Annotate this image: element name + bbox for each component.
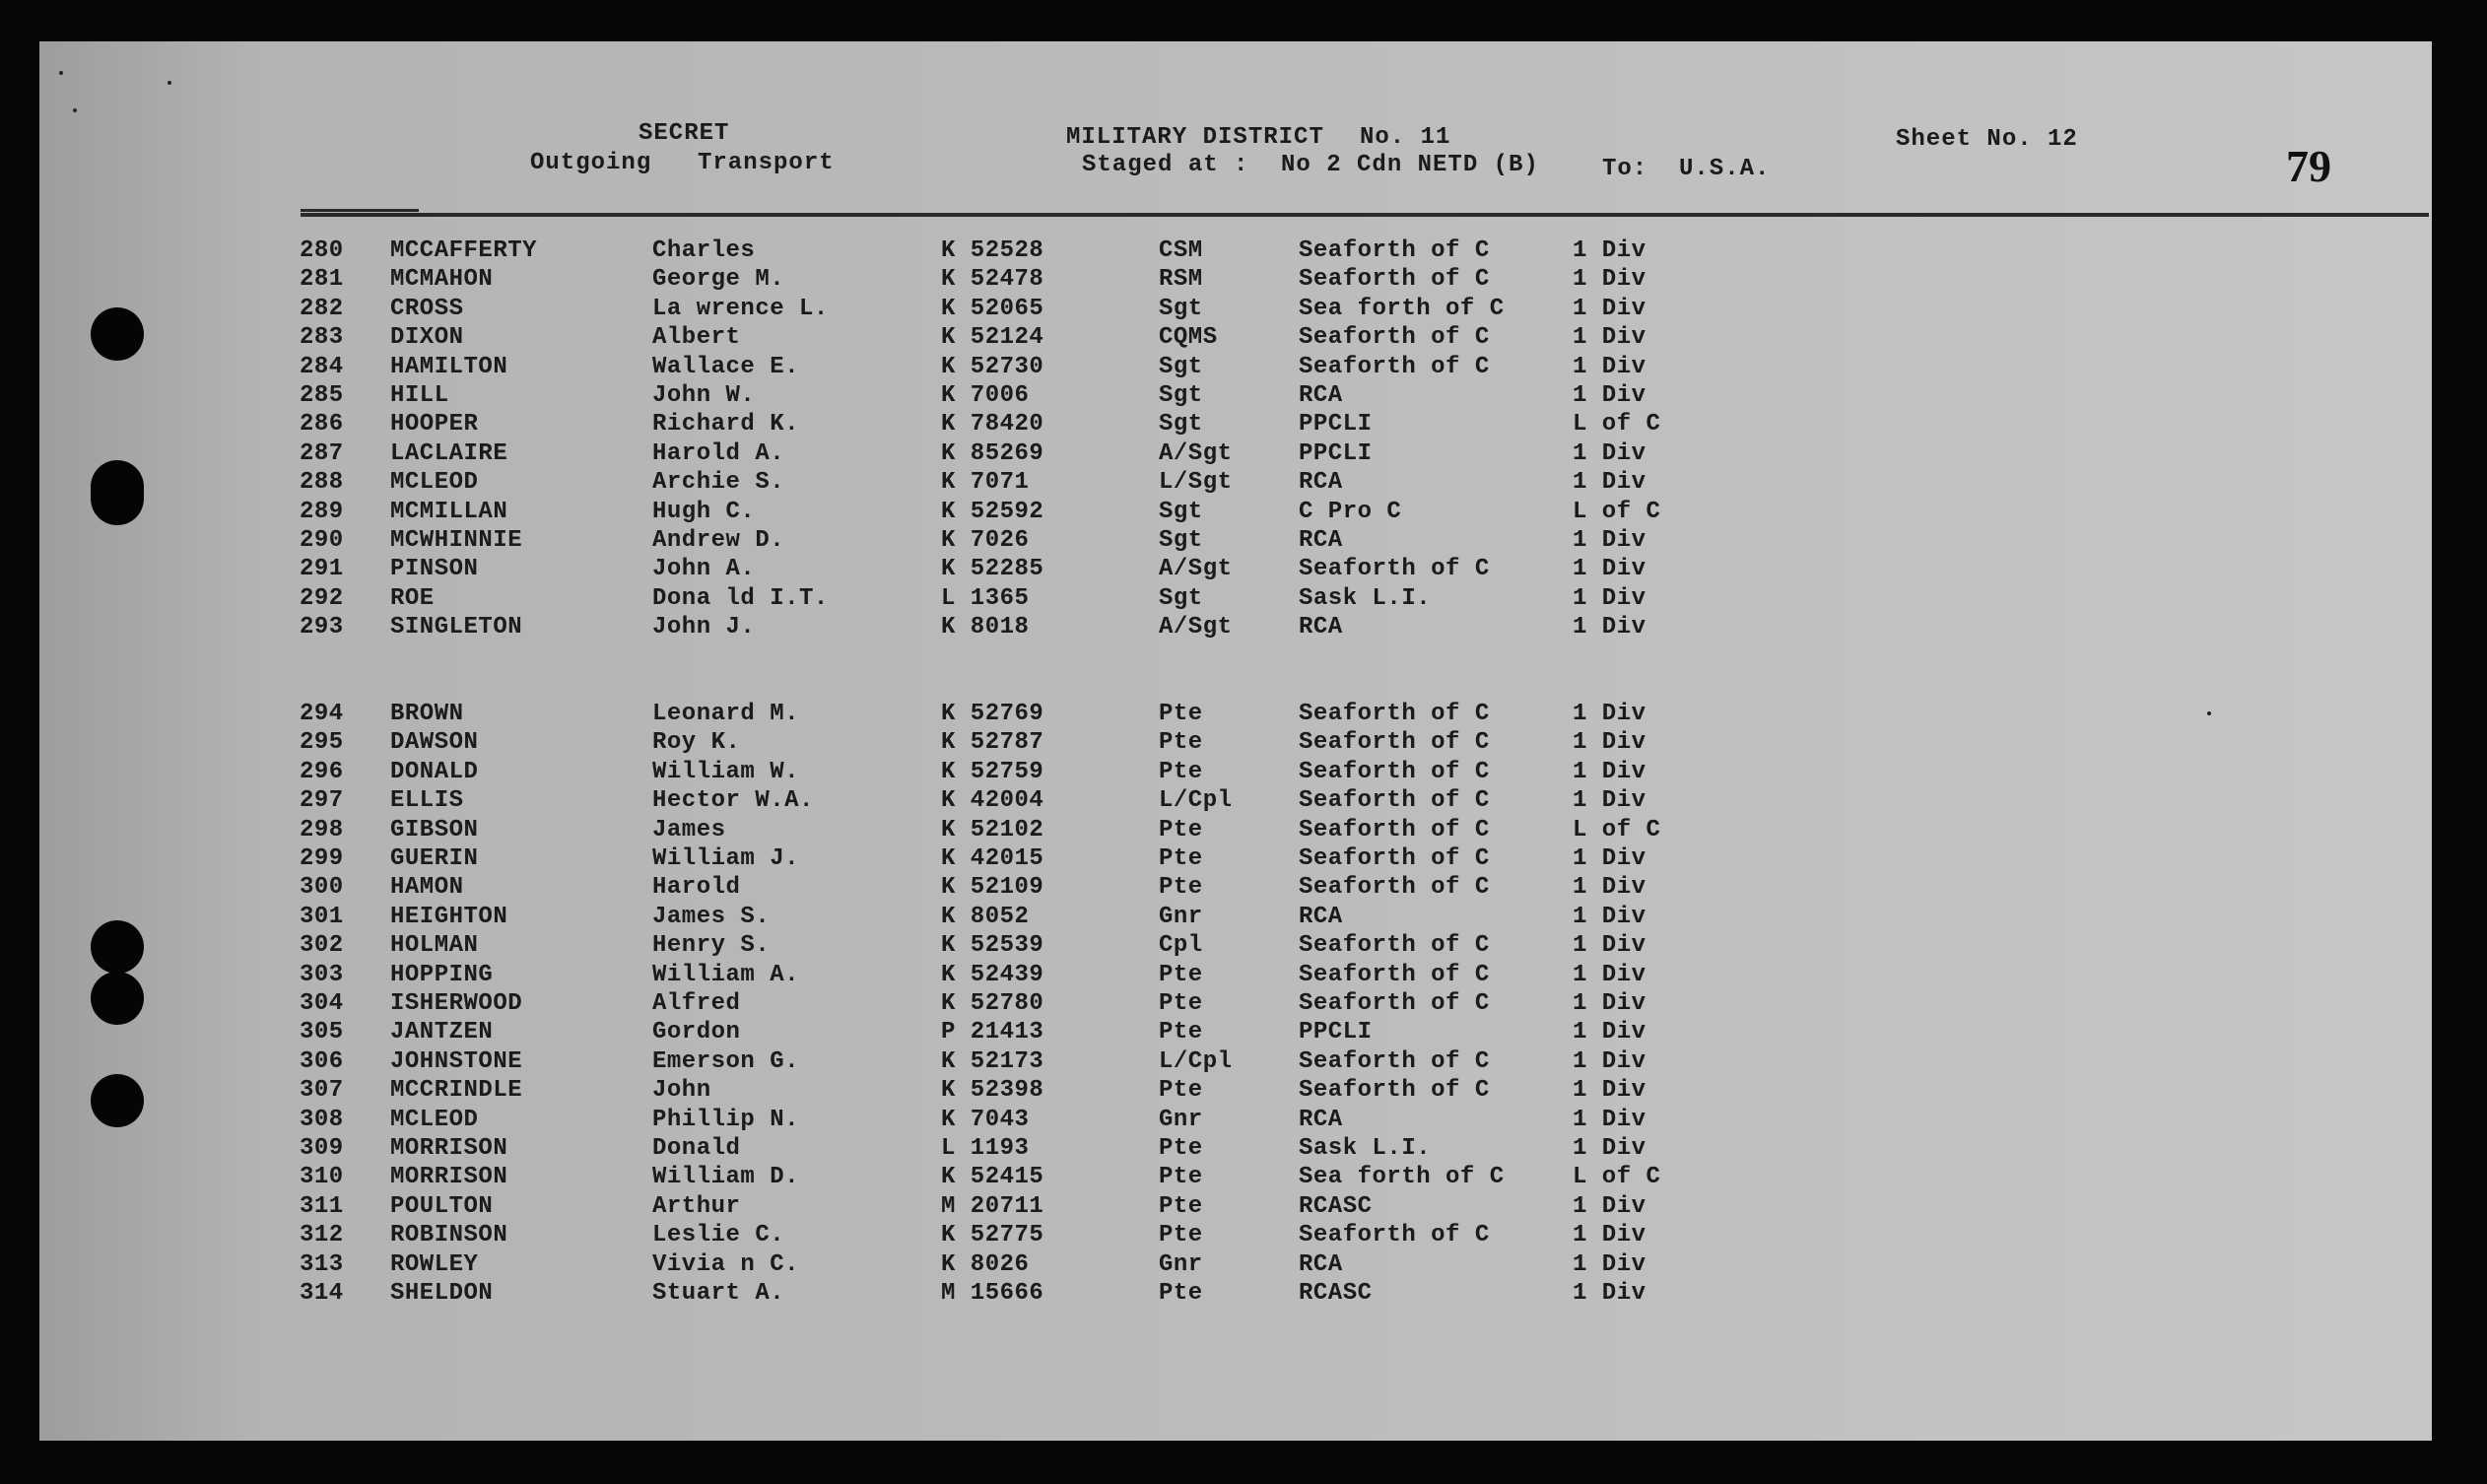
unit: Seaforth of C bbox=[1299, 1047, 1490, 1075]
regimental-number: K 8052 bbox=[941, 903, 1030, 930]
formation: 1 Div bbox=[1573, 1280, 1647, 1307]
rank: Pte bbox=[1159, 874, 1203, 902]
formation: 1 Div bbox=[1573, 353, 1647, 380]
row-number: 284 bbox=[300, 353, 344, 380]
row-number: 287 bbox=[300, 439, 344, 467]
regimental-number: K 42004 bbox=[941, 787, 1044, 815]
rank: L/Sgt bbox=[1159, 469, 1233, 497]
district-number: No. 11 bbox=[1360, 124, 1451, 151]
regimental-number: K 52398 bbox=[941, 1077, 1044, 1105]
rank: Pte bbox=[1159, 1164, 1203, 1191]
surname: SINGLETON bbox=[390, 614, 523, 641]
row-number: 292 bbox=[300, 584, 344, 612]
surname: ROE bbox=[390, 584, 435, 612]
given-name: John A. bbox=[652, 556, 756, 583]
unit: RCA bbox=[1299, 527, 1343, 554]
formation: 1 Div bbox=[1573, 527, 1647, 554]
regimental-number: K 52539 bbox=[941, 932, 1044, 960]
formation: 1 Div bbox=[1573, 1019, 1647, 1046]
table-row bbox=[39, 323, 2404, 352]
surname: SHELDON bbox=[390, 1280, 494, 1307]
regimental-number: L 1193 bbox=[941, 1135, 1030, 1162]
surname: MCLEOD bbox=[390, 1106, 479, 1133]
rank: Pte bbox=[1159, 758, 1203, 785]
surname: MCWHINNIE bbox=[390, 527, 523, 554]
regimental-number: K 8018 bbox=[941, 614, 1030, 641]
formation: 1 Div bbox=[1573, 787, 1647, 815]
row-number: 305 bbox=[300, 1019, 344, 1046]
given-name: Leslie C. bbox=[652, 1222, 785, 1249]
regimental-number: K 52592 bbox=[941, 498, 1044, 525]
formation: 1 Div bbox=[1573, 295, 1647, 322]
table-row bbox=[39, 439, 2404, 468]
row-number: 286 bbox=[300, 411, 344, 438]
table-row bbox=[39, 584, 2404, 613]
regimental-number: K 52439 bbox=[941, 961, 1044, 988]
formation: L of C bbox=[1573, 816, 1661, 843]
table-row bbox=[39, 931, 2404, 960]
given-name: Vivia n C. bbox=[652, 1250, 800, 1278]
given-name: Leonard M. bbox=[652, 701, 800, 727]
unit: Seaforth of C bbox=[1299, 701, 1490, 727]
given-name: Henry S. bbox=[652, 932, 771, 960]
rank: Gnr bbox=[1159, 903, 1203, 930]
surname: PINSON bbox=[390, 556, 479, 583]
row-number: 310 bbox=[300, 1164, 344, 1191]
surname: GUERIN bbox=[390, 845, 479, 872]
unit: Seaforth of C bbox=[1299, 961, 1490, 988]
unit: Seaforth of C bbox=[1299, 324, 1490, 352]
movement: Outgoing bbox=[530, 150, 652, 176]
unit: Sea forth of C bbox=[1299, 1164, 1505, 1191]
formation: 1 Div bbox=[1573, 1192, 1647, 1220]
row-number: 302 bbox=[300, 932, 344, 960]
unit: Seaforth of C bbox=[1299, 1077, 1490, 1105]
regimental-number: K 85269 bbox=[941, 439, 1044, 467]
unit: Seaforth of C bbox=[1299, 990, 1490, 1017]
given-name: Donald bbox=[652, 1135, 741, 1162]
regimental-number: K 52173 bbox=[941, 1047, 1044, 1075]
rank: Pte bbox=[1159, 1135, 1203, 1162]
unit: Seaforth of C bbox=[1299, 787, 1490, 815]
regimental-number: K 52780 bbox=[941, 990, 1044, 1017]
formation: 1 Div bbox=[1573, 1135, 1647, 1162]
rank: Pte bbox=[1159, 701, 1203, 727]
surname: MORRISON bbox=[390, 1164, 508, 1191]
surname: HOPPING bbox=[390, 961, 494, 988]
row-number: 307 bbox=[300, 1077, 344, 1105]
table-row bbox=[39, 1221, 2404, 1249]
table-row bbox=[39, 786, 2404, 815]
regimental-number: K 52109 bbox=[941, 874, 1044, 902]
surname: JANTZEN bbox=[390, 1019, 494, 1046]
table-row bbox=[39, 728, 2404, 757]
row-number: 289 bbox=[300, 498, 344, 525]
row-number: 298 bbox=[300, 816, 344, 843]
table-row bbox=[39, 903, 2404, 931]
rank: Gnr bbox=[1159, 1250, 1203, 1278]
table-row bbox=[39, 1018, 2404, 1046]
formation: 1 Div bbox=[1573, 1077, 1647, 1105]
surname: POULTON bbox=[390, 1192, 494, 1220]
given-name: Harold bbox=[652, 874, 741, 902]
formation: 1 Div bbox=[1573, 614, 1647, 641]
surname: HOOPER bbox=[390, 411, 479, 438]
table-row bbox=[39, 1047, 2404, 1076]
row-number: 280 bbox=[300, 237, 344, 264]
given-name: William J. bbox=[652, 845, 800, 872]
surname: HEIGHTON bbox=[390, 903, 508, 930]
rank: Pte bbox=[1159, 1280, 1203, 1307]
unit: PPCLI bbox=[1299, 1019, 1373, 1046]
regimental-number: K 52787 bbox=[941, 729, 1044, 757]
formation: 1 Div bbox=[1573, 237, 1647, 264]
table-row bbox=[39, 295, 2404, 323]
formation: 1 Div bbox=[1573, 932, 1647, 960]
formation: L of C bbox=[1573, 498, 1661, 525]
table-row bbox=[39, 410, 2404, 438]
row-number: 283 bbox=[300, 324, 344, 352]
surname: ROWLEY bbox=[390, 1250, 479, 1278]
given-name: William W. bbox=[652, 758, 800, 785]
surname: DIXON bbox=[390, 324, 464, 352]
formation: 1 Div bbox=[1573, 903, 1647, 930]
rank: Pte bbox=[1159, 990, 1203, 1017]
rank: Cpl bbox=[1159, 932, 1203, 960]
given-name: Hugh C. bbox=[652, 498, 756, 525]
unit: Seaforth of C bbox=[1299, 556, 1490, 583]
rank: Pte bbox=[1159, 816, 1203, 843]
rank: Pte bbox=[1159, 1019, 1203, 1046]
given-name: Andrew D. bbox=[652, 527, 785, 554]
given-name: Archie S. bbox=[652, 469, 785, 497]
unit: RCA bbox=[1299, 1106, 1343, 1133]
formation: 1 Div bbox=[1573, 556, 1647, 583]
regimental-number: K 7071 bbox=[941, 469, 1030, 497]
table-row bbox=[39, 873, 2404, 902]
unit: Seaforth of C bbox=[1299, 816, 1490, 843]
table-row bbox=[39, 468, 2404, 497]
surname: DAWSON bbox=[390, 729, 479, 757]
unit: Seaforth of C bbox=[1299, 237, 1490, 264]
rank: Sgt bbox=[1159, 382, 1203, 409]
document-sheet bbox=[39, 41, 2432, 1441]
given-name: Phillip N. bbox=[652, 1106, 800, 1133]
regimental-number: K 52102 bbox=[941, 816, 1044, 843]
given-name: William A. bbox=[652, 961, 800, 988]
row-number: 301 bbox=[300, 903, 344, 930]
surname: ROBINSON bbox=[390, 1222, 508, 1249]
given-name: John bbox=[652, 1077, 711, 1105]
surname: DONALD bbox=[390, 758, 479, 785]
table-row bbox=[39, 961, 2404, 989]
surname: ELLIS bbox=[390, 787, 464, 815]
row-number: 295 bbox=[300, 729, 344, 757]
surname: ISHERWOOD bbox=[390, 990, 523, 1017]
table-row bbox=[39, 816, 2404, 844]
given-name: Dona ld I.T. bbox=[652, 584, 829, 612]
table-row bbox=[39, 236, 2404, 265]
sheet-number: Sheet No. 12 bbox=[1896, 126, 2078, 153]
given-name: La wrence L. bbox=[652, 295, 829, 322]
formation: 1 Div bbox=[1573, 845, 1647, 872]
row-number: 311 bbox=[300, 1192, 344, 1220]
surname: JOHNSTONE bbox=[390, 1047, 523, 1075]
given-name: Alfred bbox=[652, 990, 741, 1017]
rank: Sgt bbox=[1159, 584, 1203, 612]
regimental-number: K 7043 bbox=[941, 1106, 1030, 1133]
unit: Seaforth of C bbox=[1299, 874, 1490, 902]
given-name: James bbox=[652, 816, 726, 843]
classification: SECRET bbox=[639, 120, 730, 147]
formation: L of C bbox=[1573, 1164, 1661, 1191]
surname: HOLMAN bbox=[390, 932, 479, 960]
formation: 1 Div bbox=[1573, 961, 1647, 988]
given-name: William D. bbox=[652, 1164, 800, 1191]
row-number: 294 bbox=[300, 701, 344, 727]
unit: Seaforth of C bbox=[1299, 729, 1490, 757]
unit: Seaforth of C bbox=[1299, 1222, 1490, 1249]
formation: 1 Div bbox=[1573, 729, 1647, 757]
surname: HAMON bbox=[390, 874, 464, 902]
formation: 1 Div bbox=[1573, 266, 1647, 294]
row-number: 291 bbox=[300, 556, 344, 583]
unit: RCA bbox=[1299, 614, 1343, 641]
unit: C Pro C bbox=[1299, 498, 1402, 525]
row-number: 312 bbox=[300, 1222, 344, 1249]
table-row bbox=[39, 1163, 2404, 1191]
given-name: Charles bbox=[652, 237, 756, 264]
rank: Pte bbox=[1159, 1077, 1203, 1105]
rank: Gnr bbox=[1159, 1106, 1203, 1133]
formation: L of C bbox=[1573, 411, 1661, 438]
row-number: 306 bbox=[300, 1047, 344, 1075]
given-name: Roy K. bbox=[652, 729, 741, 757]
unit: PPCLI bbox=[1299, 411, 1373, 438]
row-number: 300 bbox=[300, 874, 344, 902]
row-number: 303 bbox=[300, 961, 344, 988]
regimental-number: K 42015 bbox=[941, 845, 1044, 872]
rank: Pte bbox=[1159, 729, 1203, 757]
unit: Seaforth of C bbox=[1299, 266, 1490, 294]
unit: PPCLI bbox=[1299, 439, 1373, 467]
table-row bbox=[39, 555, 2404, 583]
surname: MCCRINDLE bbox=[390, 1077, 523, 1105]
table-row bbox=[39, 353, 2404, 381]
rank: Sgt bbox=[1159, 527, 1203, 554]
row-number: 309 bbox=[300, 1135, 344, 1162]
regimental-number: L 1365 bbox=[941, 584, 1030, 612]
regimental-number: K 52478 bbox=[941, 266, 1044, 294]
regimental-number: K 52730 bbox=[941, 353, 1044, 380]
rank: Pte bbox=[1159, 961, 1203, 988]
given-name: Harold A. bbox=[652, 439, 785, 467]
row-number: 297 bbox=[300, 787, 344, 815]
row-number: 313 bbox=[300, 1250, 344, 1278]
given-name: Hector W.A. bbox=[652, 787, 814, 815]
surname: MCLEOD bbox=[390, 469, 479, 497]
row-number: 285 bbox=[300, 382, 344, 409]
given-name: Gordon bbox=[652, 1019, 741, 1046]
unit: Seaforth of C bbox=[1299, 353, 1490, 380]
unit: RCASC bbox=[1299, 1192, 1373, 1220]
unit: Seaforth of C bbox=[1299, 932, 1490, 960]
table-row bbox=[39, 1250, 2404, 1279]
table-row bbox=[39, 498, 2404, 526]
regimental-number: K 52769 bbox=[941, 701, 1044, 727]
given-name: Albert bbox=[652, 324, 741, 352]
formation: 1 Div bbox=[1573, 1250, 1647, 1278]
given-name: Emerson G. bbox=[652, 1047, 800, 1075]
rank: CQMS bbox=[1159, 324, 1218, 352]
row-number: 281 bbox=[300, 266, 344, 294]
table-row bbox=[39, 526, 2404, 555]
formation: 1 Div bbox=[1573, 701, 1647, 727]
rank: Sgt bbox=[1159, 353, 1203, 380]
table-row bbox=[39, 989, 2404, 1018]
unit: RCA bbox=[1299, 382, 1343, 409]
row-number: 304 bbox=[300, 990, 344, 1017]
rank: Sgt bbox=[1159, 295, 1203, 322]
given-name: George M. bbox=[652, 266, 785, 294]
rank: RSM bbox=[1159, 266, 1203, 294]
surname: CROSS bbox=[390, 295, 464, 322]
unit: Seaforth of C bbox=[1299, 845, 1490, 872]
row-number: 308 bbox=[300, 1106, 344, 1133]
regimental-number: K 52775 bbox=[941, 1222, 1044, 1249]
row-number: 282 bbox=[300, 295, 344, 322]
unit: Sask L.I. bbox=[1299, 1135, 1432, 1162]
formation: 1 Div bbox=[1573, 1047, 1647, 1075]
unit: RCASC bbox=[1299, 1280, 1373, 1307]
rank: Pte bbox=[1159, 845, 1203, 872]
surname: MORRISON bbox=[390, 1135, 508, 1162]
rank: Sgt bbox=[1159, 411, 1203, 438]
formation: 1 Div bbox=[1573, 439, 1647, 467]
formation: 1 Div bbox=[1573, 1222, 1647, 1249]
given-name: Arthur bbox=[652, 1192, 741, 1220]
regimental-number: K 52415 bbox=[941, 1164, 1044, 1191]
rank: A/Sgt bbox=[1159, 439, 1233, 467]
regimental-number: K 78420 bbox=[941, 411, 1044, 438]
surname: MCMAHON bbox=[390, 266, 494, 294]
destination-value: U.S.A. bbox=[1679, 156, 1771, 182]
given-name: James S. bbox=[652, 903, 771, 930]
regimental-number: K 52124 bbox=[941, 324, 1044, 352]
regimental-number: K 52759 bbox=[941, 758, 1044, 785]
table-row bbox=[39, 381, 2404, 410]
header-rule bbox=[301, 213, 2429, 217]
formation: 1 Div bbox=[1573, 324, 1647, 352]
regimental-number: P 21413 bbox=[941, 1019, 1044, 1046]
unit: RCA bbox=[1299, 469, 1343, 497]
table-row bbox=[39, 1192, 2404, 1221]
table-row bbox=[39, 1076, 2404, 1105]
regimental-number: K 52285 bbox=[941, 556, 1044, 583]
surname: BROWN bbox=[390, 701, 464, 727]
rank: A/Sgt bbox=[1159, 614, 1233, 641]
rank: A/Sgt bbox=[1159, 556, 1233, 583]
page-number: 79 bbox=[2286, 141, 2331, 191]
rank: CSM bbox=[1159, 237, 1203, 264]
row-number: 293 bbox=[300, 614, 344, 641]
table-row bbox=[39, 1134, 2404, 1163]
staged-value: No 2 Cdn NETD (B) bbox=[1281, 152, 1539, 178]
rank: Pte bbox=[1159, 1192, 1203, 1220]
table-row bbox=[39, 613, 2404, 641]
formation: 1 Div bbox=[1573, 1106, 1647, 1133]
row-number: 290 bbox=[300, 527, 344, 554]
surname: MCMILLAN bbox=[390, 498, 508, 525]
surname: HILL bbox=[390, 382, 449, 409]
surname: MCCAFFERTY bbox=[390, 237, 538, 264]
table-row bbox=[39, 844, 2404, 873]
regimental-number: K 7006 bbox=[941, 382, 1030, 409]
rank: Sgt bbox=[1159, 498, 1203, 525]
formation: 1 Div bbox=[1573, 758, 1647, 785]
header-rule bbox=[301, 209, 419, 212]
row-number: 296 bbox=[300, 758, 344, 785]
rank: L/Cpl bbox=[1159, 787, 1233, 815]
table-row bbox=[39, 1106, 2404, 1134]
regimental-number: M 20711 bbox=[941, 1192, 1044, 1220]
row-number: 288 bbox=[300, 469, 344, 497]
table-row bbox=[39, 265, 2404, 294]
unit: RCA bbox=[1299, 1250, 1343, 1278]
row-number: 314 bbox=[300, 1280, 344, 1307]
unit: Sea forth of C bbox=[1299, 295, 1505, 322]
row-number: 299 bbox=[300, 845, 344, 872]
formation: 1 Div bbox=[1573, 469, 1647, 497]
unit: RCA bbox=[1299, 903, 1343, 930]
unit: Sask L.I. bbox=[1299, 584, 1432, 612]
surname: GIBSON bbox=[390, 816, 479, 843]
given-name: John W. bbox=[652, 382, 756, 409]
table-row bbox=[39, 700, 2404, 728]
regimental-number: K 8026 bbox=[941, 1250, 1030, 1278]
given-name: Stuart A. bbox=[652, 1280, 785, 1307]
given-name: John J. bbox=[652, 614, 756, 641]
regimental-number: M 15666 bbox=[941, 1280, 1044, 1307]
surname: HAMILTON bbox=[390, 353, 508, 380]
surname: LACLAIRE bbox=[390, 439, 508, 467]
regimental-number: K 7026 bbox=[941, 527, 1030, 554]
formation: 1 Div bbox=[1573, 874, 1647, 902]
formation: 1 Div bbox=[1573, 990, 1647, 1017]
destination-label: To: bbox=[1602, 156, 1648, 182]
movement-type: Transport bbox=[698, 150, 835, 176]
rank: L/Cpl bbox=[1159, 1047, 1233, 1075]
rank: Pte bbox=[1159, 1222, 1203, 1249]
table-row bbox=[39, 1279, 2404, 1308]
staged-label: Staged at : bbox=[1082, 152, 1249, 178]
given-name: Richard K. bbox=[652, 411, 800, 438]
table-row bbox=[39, 758, 2404, 786]
district-label: MILITARY DISTRICT bbox=[1066, 124, 1324, 151]
unit: Seaforth of C bbox=[1299, 758, 1490, 785]
regimental-number: K 52528 bbox=[941, 237, 1044, 264]
formation: 1 Div bbox=[1573, 584, 1647, 612]
regimental-number: K 52065 bbox=[941, 295, 1044, 322]
given-name: Wallace E. bbox=[652, 353, 800, 380]
formation: 1 Div bbox=[1573, 382, 1647, 409]
